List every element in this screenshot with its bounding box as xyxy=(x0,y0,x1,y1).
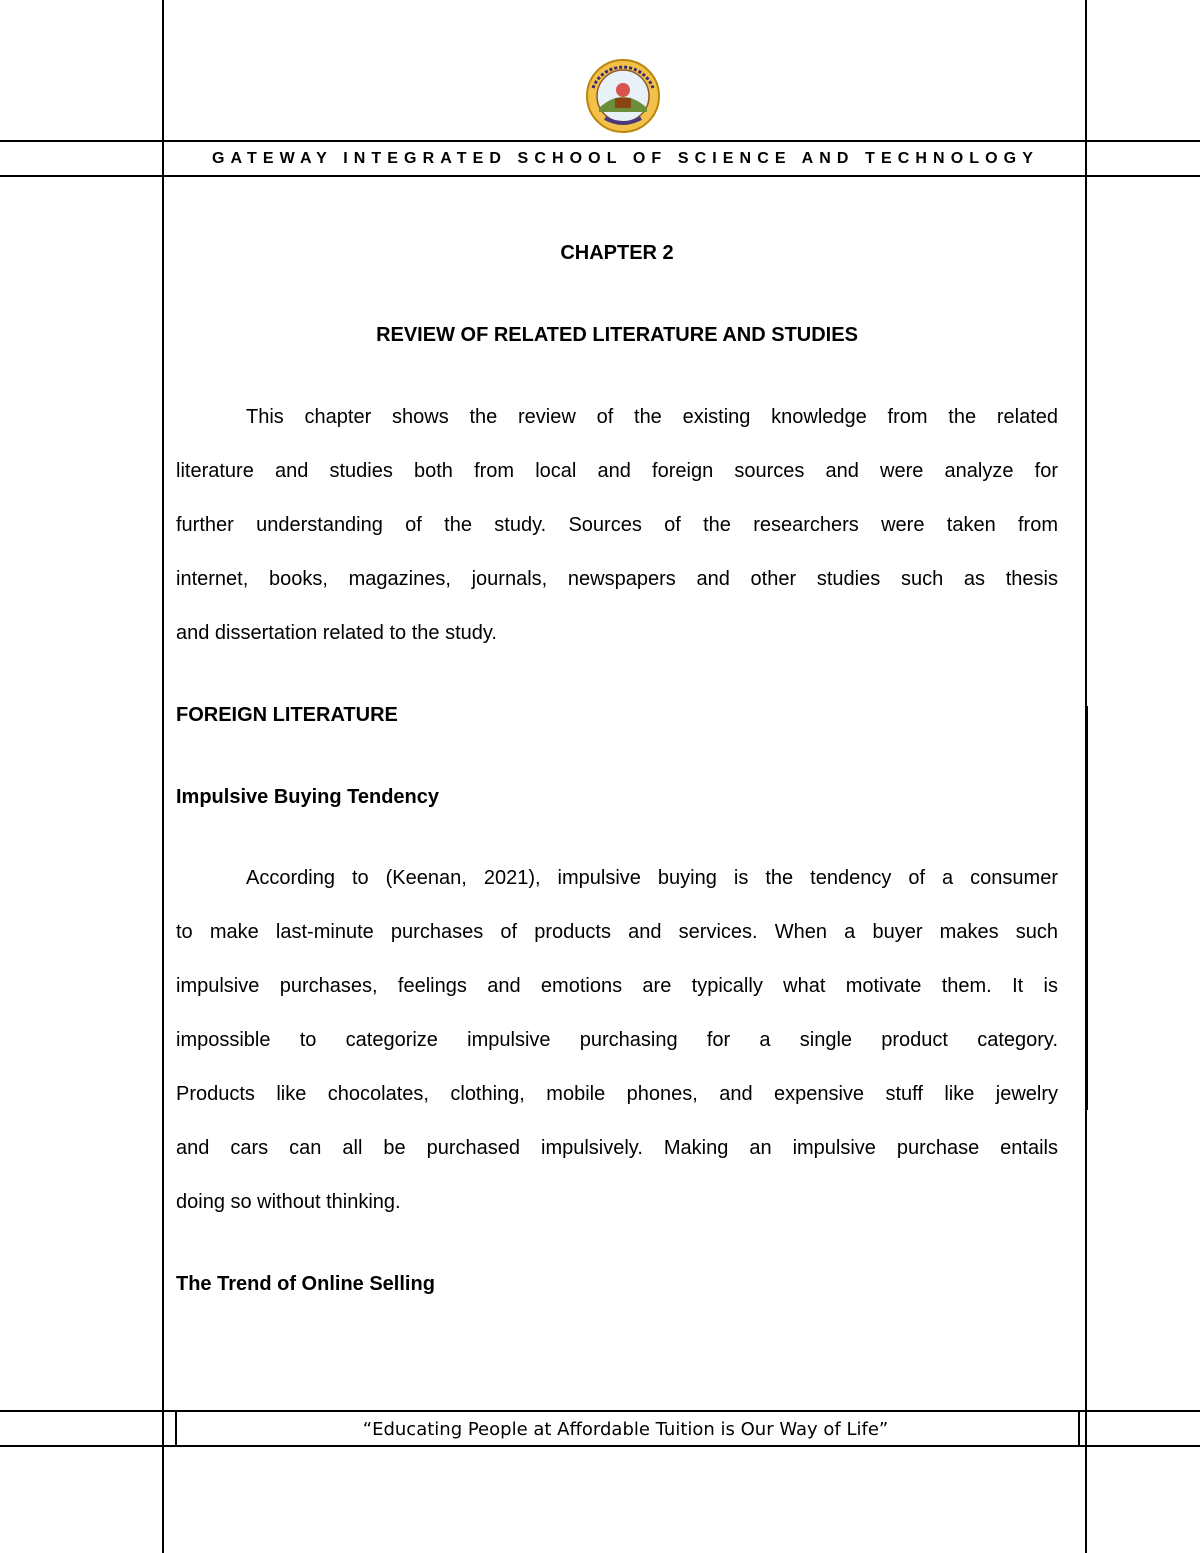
left-border-line xyxy=(162,0,164,1553)
paragraph-line: to make last-minute purchases of products and services. When a buyer makes such xyxy=(176,921,1058,943)
right-edge-mark xyxy=(1085,706,1088,1110)
impulsive-buying-paragraph xyxy=(176,851,1058,1229)
subsection-heading: The Trend of Online Selling xyxy=(176,1273,435,1295)
paragraph-line: impossible to categorize impulsive purchasing for a single product category. xyxy=(176,1029,1058,1051)
paragraph-line: further understanding of the study. Sources of the researchers were taken from xyxy=(176,514,1058,536)
paragraph-line: and dissertation related to the study. xyxy=(176,622,497,644)
header-top-line xyxy=(0,140,1200,142)
header-bottom-line xyxy=(0,175,1200,177)
paragraph-line: literature and studies both from local and foreign sources and were analyze for xyxy=(176,460,1058,482)
chapter-title: REVIEW OF RELATED LITERATURE AND STUDIES xyxy=(376,324,858,346)
paragraph-line: and cars can all be purchased impulsively. Making an impulsive purchase entails xyxy=(176,1137,1058,1159)
paragraph-line: internet, books, magazines, journals, newspapers and other studies such as thesis xyxy=(176,568,1058,590)
subsection-heading: Impulsive Buying Tendency xyxy=(176,786,440,808)
paragraph-line: doing so without thinking. xyxy=(176,1191,401,1213)
chapter-number: CHAPTER 2 xyxy=(560,242,674,264)
paragraph-line: This chapter shows the review of the existing knowledge from the related xyxy=(246,406,1058,428)
intro-paragraph xyxy=(176,390,1058,660)
section-heading: FOREIGN LITERATURE xyxy=(176,704,398,726)
footer-motto: “Educating People at Affordable Tuition is Our Way of Life” xyxy=(362,1419,889,1440)
footer-bottom-line xyxy=(0,1445,1200,1447)
school-name: GATEWAY INTEGRATED SCHOOL OF SCIENCE AND TECHNOLOGY xyxy=(212,150,1039,167)
paragraph-line: Products like chocolates, clothing, mobile phones, and expensive stuff like jewelry xyxy=(176,1083,1058,1105)
paragraph-line: impulsive purchases, feelings and emotions are typically what motivate them. It is xyxy=(176,975,1058,997)
paragraph-line: According to (Keenan, 2021), impulsive buying is the tendency of a consumer xyxy=(246,867,1058,889)
school-seal-logo xyxy=(585,58,661,134)
